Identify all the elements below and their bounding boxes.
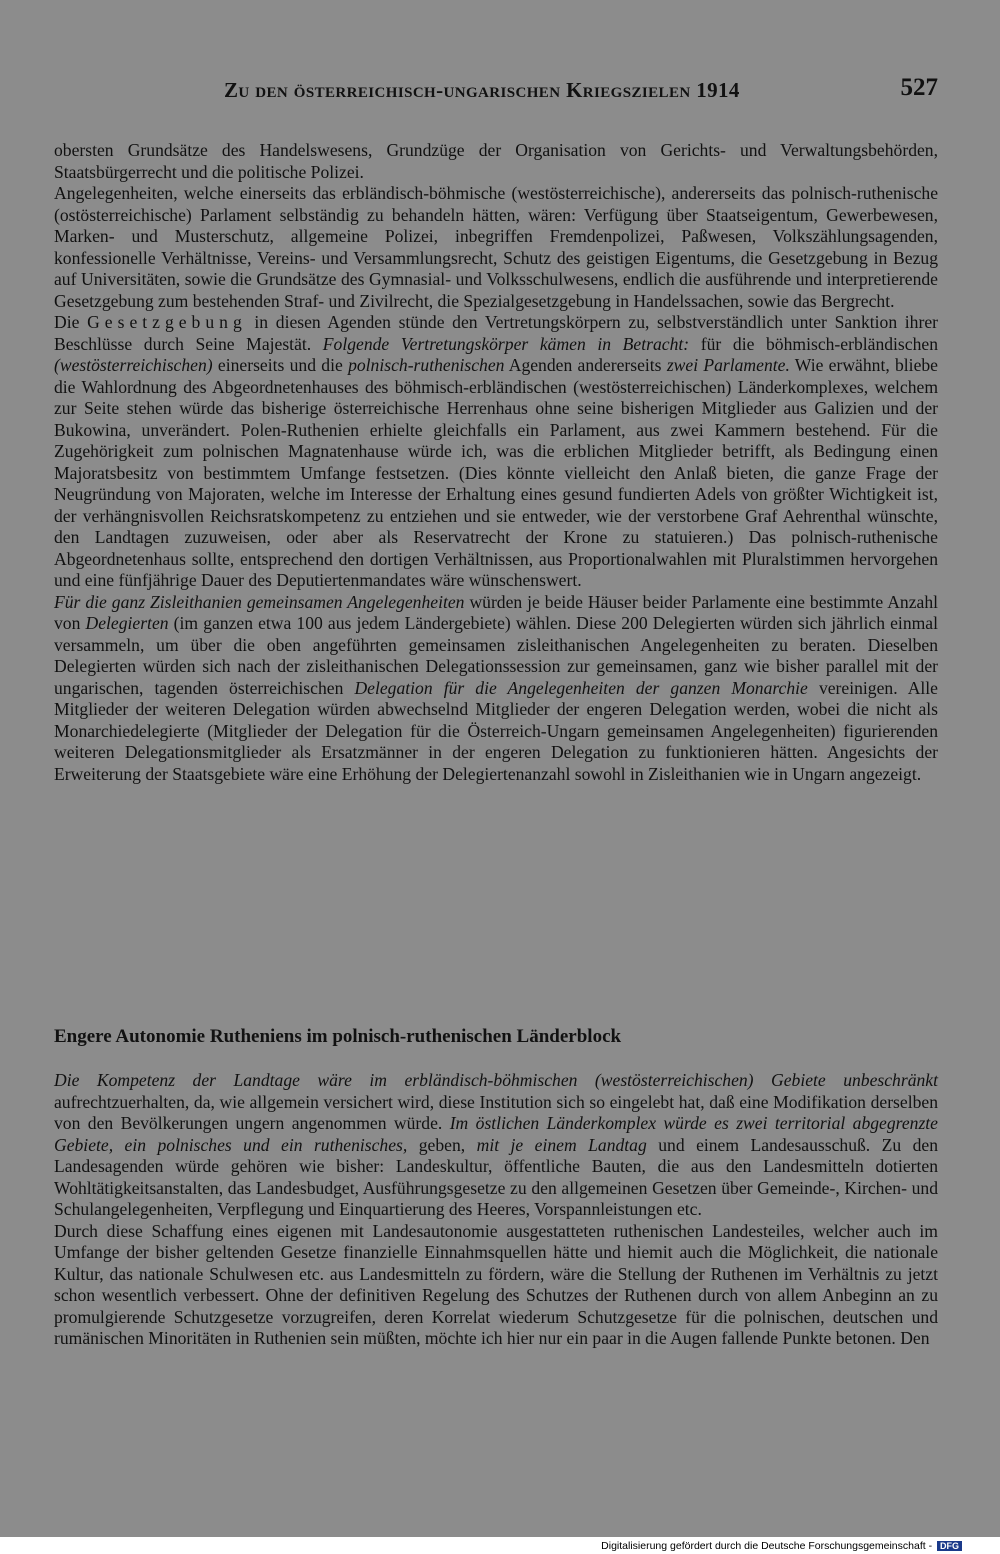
text-run: für die böhmisch-erbländischen (700, 333, 938, 354)
text-run: geben, (418, 1134, 466, 1155)
text-run: Die (54, 312, 80, 332)
text-run: (im ganzen etwa 100 aus jedem Ländergebiete) wählen. Diese 200 Delegierten würden sich jährlich einmal versammeln, um über die oben angeführten gemeinsamen zisleithanischen Angelegenheiten zu beraten. Dieselben Delegierten würden sich nach der zisleithanischen Delegationssession zur gemeinsamen, ganz wie bisher parallel mit der ungarischen, tagenden österreichischen (54, 613, 938, 698)
text-run: würden je beide Häuser beider Parlamente eine bestimmte Anzahl von (54, 591, 939, 633)
spaced-emphasis: Gesetzgebung (87, 312, 247, 332)
text-run: Agenden andererseits (508, 355, 662, 375)
text-run: einerseits und die (217, 355, 343, 375)
digitization-credit (601, 1540, 962, 1552)
paragraph: obersten Grundsätze des Handelswesens, Grundzüge der Organisation von Gerichts- und Verwaltungsbehörden, Staatsbürgerrecht und die politische Polizei. (54, 140, 938, 182)
paragraph (54, 592, 938, 786)
italic-emphasis: Für die ganz Zisleithanien gemeinsamen Angelegenheiten (54, 591, 465, 612)
italic-emphasis: zwei Parlamente. (666, 355, 790, 375)
page-number: 527 (900, 74, 938, 101)
italic-emphasis: Die Kompetenz der Landtage wäre im erbländisch-böhmischen (westösterreichischen) Gebiete unbeschränkt (54, 1070, 938, 1090)
paragraph (54, 312, 938, 592)
italic-emphasis: mit je einem Landtag (476, 1134, 647, 1155)
italic-emphasis: polnisch-ruthenischen (348, 355, 505, 375)
italic-emphasis: Delegation für die Angelegenheiten der ganzen Monarchie (354, 677, 808, 698)
section-heading: Engere Autonomie Rutheniens im polnisch-ruthenischen Länderblock (54, 1026, 622, 1047)
text-run: und einem Landesausschuß. Zu den Landesagenden würde gehören wie bisher: Landeskultur, öffentliche Bauten, die aus den Landesmitteln dotierten Wohltätigkeitsanstalten, das Landesbudget, Ausführungsgesetze zu den allgemeinen Gesetzen über Gemeinde-, Kirchen- und Schulangelegenheiten, Verpflegung und Einquartierung des Heeres, Vorspannleistungen etc. (54, 1134, 939, 1219)
text-run: in diesen Agenden stünde den Vertretungskörpern zu, selbstverständlich unter Sanktion ihrer Beschlüsse durch Seine Majestät. (54, 312, 939, 354)
italic-emphasis: Im östlichen Länderkomplex würde es zwei territorial abgegrenzte Gebiete, ein polnisches und ein ruthenisches, (54, 1113, 938, 1155)
text-run: aufrechtzuerhalten, da, wie allgemein versichert wird, diese Institution sich so eingelebt hat, daß eine Modifikation derselben von den Bevölkerungen ungern angenommen würde. (54, 1091, 938, 1133)
page-header (54, 74, 938, 112)
text-run: Wie erwähnt, bliebe die Wahlordnung des Abgeordnetenhauses des böhmisch-erbländischen (westösterreichischen) Länderkomplexes, welchem zur Seite stehen würde das bisherige österreichische Herrenhaus ohne seine bisherigen Mitglieder aus Galizien und der Bukowina, unverändert. Polen-Ruthenien erhielte gleichfalls ein Parlament, aus zwei Kammern bestehend. Für die Zugehörigkeit zum polnischen Magnatenhause würde ich, was die erblichen Mitglieder betrifft, als Bedingung einen Majoratsbesitz von bestimmtem Umfange festsetzen. (Dies könnte vielleicht den Anlaß bieten, die ganze Frage der Neugründung von Majoraten, welche im Interesse der Erhaltung eines gesund fundierten Adels von größter Wichtigkeit ist, der verhängnisvollen Reichsratskompetenz zu entziehen und sie entweder, wie der verstorbene Graf Aehrenthal wünschte, den Landtagen zuzuweisen, oder aber als Reservatrecht der Krone zu statuieren.) Das polnisch-ruthenische Abgeordnetenhaus sollte, entsprechend den dortigen Verhältnissen, aus Proportionalwahlen mit Pluralstimmen hervorgehen und eine fünfjährige Dauer des Deputiertenmandates wäre wünschenswert. (54, 355, 938, 590)
dfg-logo-icon: DFG (937, 1541, 962, 1551)
italic-emphasis: (westösterreichischen) (54, 355, 213, 375)
paragraph (54, 1070, 938, 1221)
section-2-body (54, 1070, 938, 1350)
italic-emphasis: Folgende Vertretungskörper kämen in Betracht: (322, 333, 690, 354)
paragraph: Durch diese Schaffung eines eigenen mit Landesautonomie ausgestatteten ruthenischen Landesteiles, welcher auch im Umfange der bisher geltenden Gesetze finanzielle Einnahmsquellen hätte und hiemit auch die Möglichkeit, die nationale Kultur, das nationale Schulwesen etc. aus Landesmitteln zu fördern, wäre die Stellung der Ruthenen im Verhältnis zu jetzt schon wesentlich verbessert. Ohne der definitiven Regelung des Schutzes der Ruthenen durch von allem Anbeginn an zu promulgierende Schutzgesetze vorzugreifen, deren Korrelat wiederum Schutzgesetze für die polnischen, deutschen und rumänischen Minoritäten in Ruthenien sein müßten, möchte ich hier nur ein paar in die Augen fallende Punkte betonen. Den (54, 1220, 938, 1348)
paragraph: Angelegenheiten, welche einerseits das erbländisch-böhmische (westösterreichische), andererseits das polnisch-ruthenische (ostösterreichische) Parlament selbständig zu behandeln hätten, wären: Verfügung über Staatseigentum, Gewerbewesen, Marken- und Musterschutz, allgemeine Polizei, inbegriffen Fremdenpolizei, Paßwesen, Volkszählungsagenden, konfessionelle Verhältnisse, Vereins- und Versammlungsrecht, Schutz des geistigen Eigentums, die Gesetzgebung in Bezug auf Universitäten, sowie die Grundsätze des Gymnasial- und Volksschulwesens, endlich die ausführende und interpretierende Gesetzgebung zum bestehenden Straf- und Zivilrecht, die Spezialgesetzgebung in Handelssachen, sowie das Bergrecht. (54, 183, 938, 311)
italic-emphasis: Delegierten (85, 613, 169, 633)
text-run: vereinigen. Alle Mitglieder der weiteren Delegation würden abwechselnd Mitglieder der engeren Delegation werden, wobei die nicht als Monarchiedelegierte (Mitglieder der Delegation für die Österreich-Ungarn gemeinsamen Angelegenheiten) figurierenden weiteren Delegationsmitglieder als Ersatzmänner in der engeren Delegation zu funktionieren hätten. Angesichts der Erweiterung der Staatsgebiete wäre eine Erhöhung der Delegiertenanzahl sowohl in Zisleithanien wie in Ungarn angezeigt. (54, 677, 938, 784)
running-title: Zu den österreichisch-ungarischen Kriegszielen 1914 (224, 78, 740, 102)
section-1-body (54, 140, 938, 785)
credit-text: Digitalisierung gefördert durch die Deutsche Forschungsgemeinschaft - (601, 1540, 933, 1552)
